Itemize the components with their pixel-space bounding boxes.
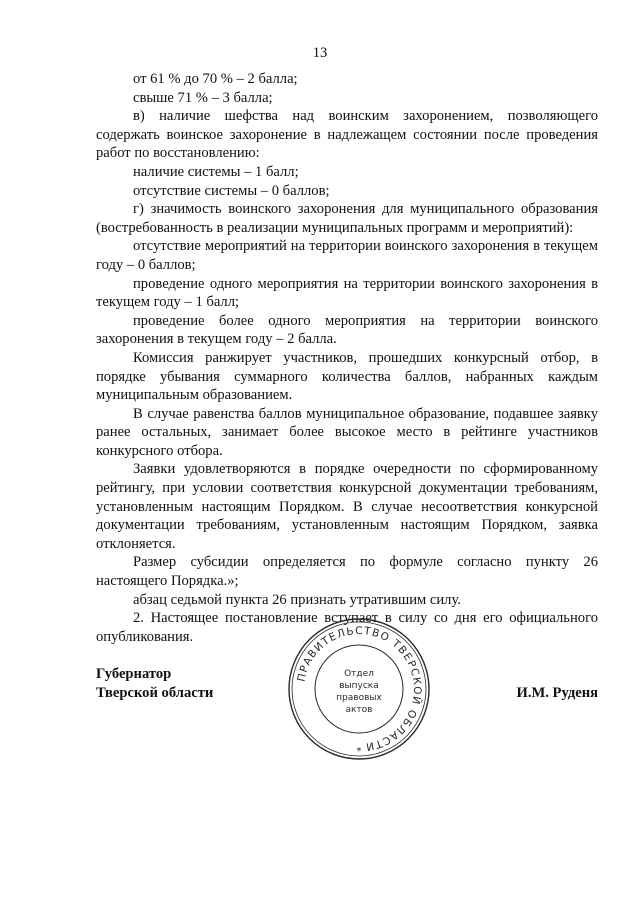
signature-name: И.М. Руденя	[516, 685, 598, 701]
paragraph: абзац седьмой пункта 26 признать утратившим силу.	[133, 591, 461, 608]
stamp-center-line2: выпуска	[339, 681, 379, 691]
stamp-ring-text: ПРАВИТЕЛЬСТВО ТВЕРСКОЙ ОБЛАСТИ	[295, 624, 424, 753]
signature-title	[96, 665, 213, 702]
paragraph: г) значимость воинского захоронения для муниципального образования (востребованность в реализации муниципальных программ и мероприятий):	[96, 201, 598, 236]
paragraph: Заявки удовлетворяются в порядке очередности по сформированному рейтингу, при условии соответствия конкурсной документации требованиям, установленным настоящим Порядком. В случае несоответствия конкурсной документации требованиям, установленным настоящим Порядком, заявка отклоняется.	[96, 461, 598, 552]
page-number: 13	[312, 45, 328, 61]
signature-title-line2: Тверской области	[96, 684, 214, 701]
stamp-center-line3: правовых	[336, 693, 382, 703]
paragraph: 2. Настоящее постановление вступает в силу со дня его официального опубликования.	[96, 610, 598, 645]
stamp-star: *	[356, 746, 362, 757]
stamp-center-line1: Отдел	[344, 669, 374, 679]
paragraph: Размер субсидии определяется по формуле согласно пункту 26 настоящего Порядка.»;	[96, 554, 598, 590]
stamp-center-line4: актов	[345, 705, 373, 715]
official-stamp	[286, 616, 432, 762]
paragraph: проведение более одного мероприятия на территории воинского захоронения в текущем году – 2 балла.	[96, 312, 598, 348]
paragraph: наличие системы – 1 балл;	[133, 163, 299, 180]
paragraph: в) наличие шефства над воинским захоронением, позволяющего содержать воинское захоронение в надлежащем состоянии после проведения работ по восстановлению:	[96, 108, 598, 162]
document-body	[96, 70, 598, 646]
paragraph: В случае равенства баллов муниципальное образование, подавшее заявку ранее остальных, занимает более высокое место в рейтинге участников конкурсного отбора.	[96, 405, 598, 459]
paragraph: от 61 % до 70 % – 2 балла;	[133, 71, 298, 87]
paragraph: проведение одного мероприятия на территории воинского захоронения в текущем году – 1 балл;	[96, 275, 598, 311]
signature-title-line1: Губернатор	[96, 666, 172, 682]
paragraph: свыше 71 % – 3 балла;	[133, 89, 273, 106]
paragraph: Комиссия ранжирует участников, прошедших конкурсный отбор, в порядке убывания суммарного количества баллов, набранных каждым муниципальным образованием.	[96, 349, 598, 404]
paragraph: отсутствие системы – 0 баллов;	[133, 182, 330, 199]
paragraph: отсутствие мероприятий на территории воинского захоронения в текущем году – 0 баллов;	[96, 238, 598, 273]
